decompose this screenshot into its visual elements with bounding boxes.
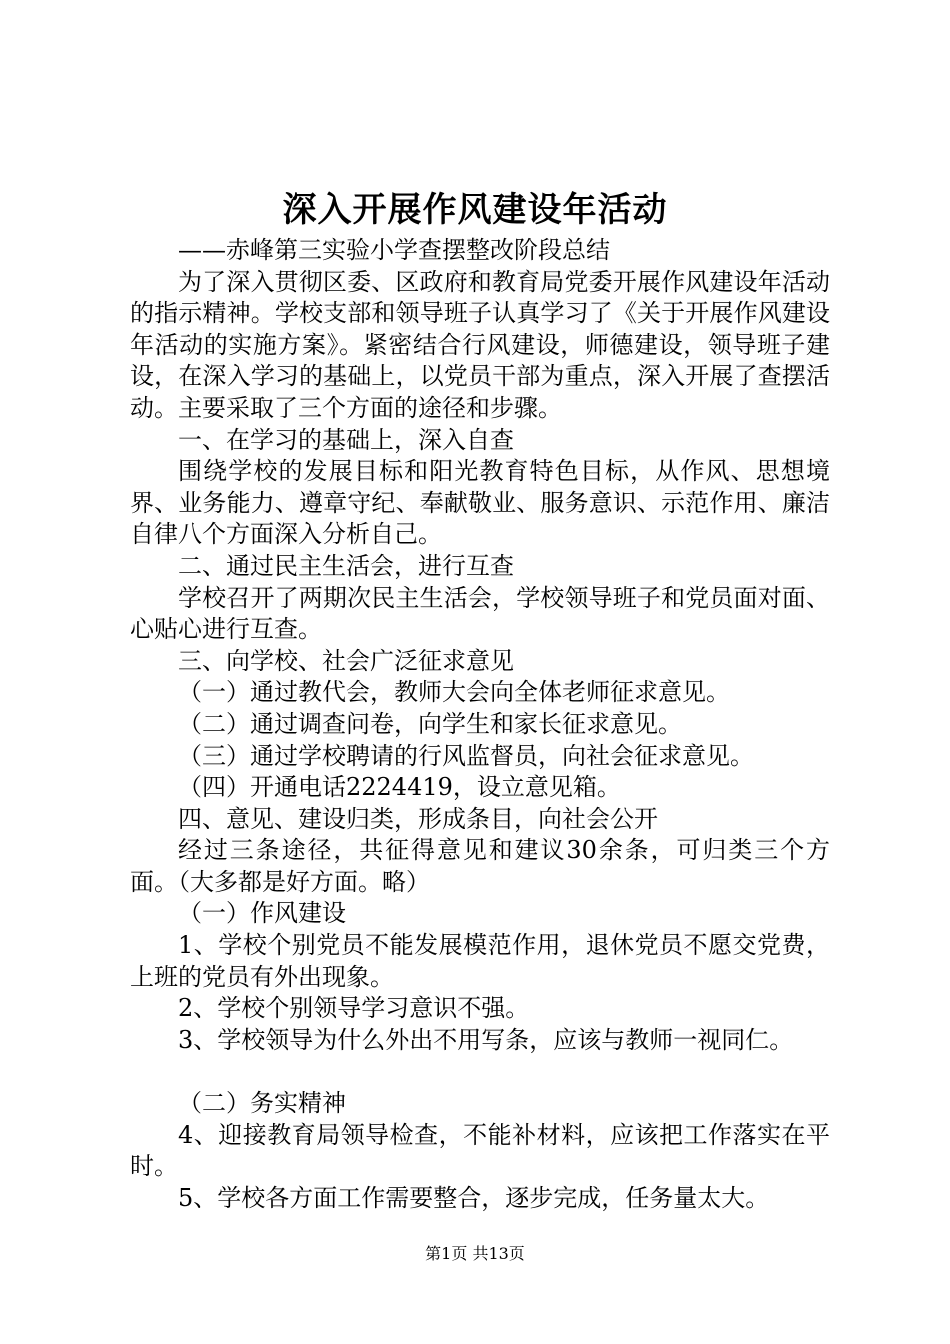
blank-line (130, 1056, 830, 1088)
paragraph: （三）通过学校聘请的行风监督员，向社会征求意见。 (178, 741, 754, 770)
paragraph: 3、学校领导为什么外出不用写条，应该与教师一视同仁。 (178, 1025, 794, 1054)
paragraph: （二）务实精神 (178, 1089, 346, 1118)
paragraph: （二）通过调查问卷，向学生和家长征求意见。 (178, 709, 682, 738)
paragraph: 经过三条途径，共征得意见和建议30余条，可归类三个方面。（大多都是好方面。略） (130, 836, 830, 896)
document-body (130, 235, 830, 1214)
paragraph: 三、向学校、社会广泛征求意见 (178, 646, 514, 675)
paragraph: 5、学校各方面工作需要整合，逐步完成，任务量太大。 (178, 1183, 770, 1212)
paragraph: 围绕学校的发展目标和阳光教育特色目标，从作风、思想境界、业务能力、遵章守纪、奉献敬业、服务意识、示范作用、廉洁自律八个方面深入分析自己。 (130, 457, 830, 549)
document-title: 深入开展作风建设年活动 (282, 190, 668, 230)
paragraph: （四）开通电话2224419，设立意见箱。 (178, 773, 621, 802)
page-footer: 第1页 共13页 (425, 1244, 525, 1263)
paragraph: 4、迎接教育局领导检查，不能补材料，应该把工作落实在平时。 (130, 1120, 830, 1181)
paragraph: 为了深入贯彻区委、区政府和教育局党委开展作风建设年活动的指示精神。学校支部和领导班子认真学习了《关于开展作风建设年活动的实施方案》。紧密结合行风建设，师德建设，领导班子建设，在深入学习的基础上，以党员干部为重点，深入开展了查摆活动。主要采取了三个方面的途径和步骤。 (130, 267, 830, 422)
paragraph: 二、通过民主生活会，进行互查 (178, 551, 514, 580)
paragraph: 四、意见、建设归类，形成条目，向社会公开 (178, 804, 658, 833)
paragraph: 学校召开了两期次民主生活会，学校领导班子和党员面对面、心贴心进行互查。 (130, 583, 830, 644)
paragraph: ——赤峰第三实验小学查摆整改阶段总结 (178, 236, 610, 264)
paragraph: 1、学校个别党员不能发展模范作用，退休党员不愿交党费，上班的党员有外出现象。 (130, 931, 830, 991)
paragraph: 一、在学习的基础上，深入自查 (178, 425, 514, 454)
paragraph: （一）通过教代会，教师大会向全体老师征求意见。 (178, 678, 730, 707)
paragraph: （一）作风建设 (178, 899, 346, 928)
paragraph: 2、学校个别领导学习意识不强。 (178, 994, 530, 1023)
